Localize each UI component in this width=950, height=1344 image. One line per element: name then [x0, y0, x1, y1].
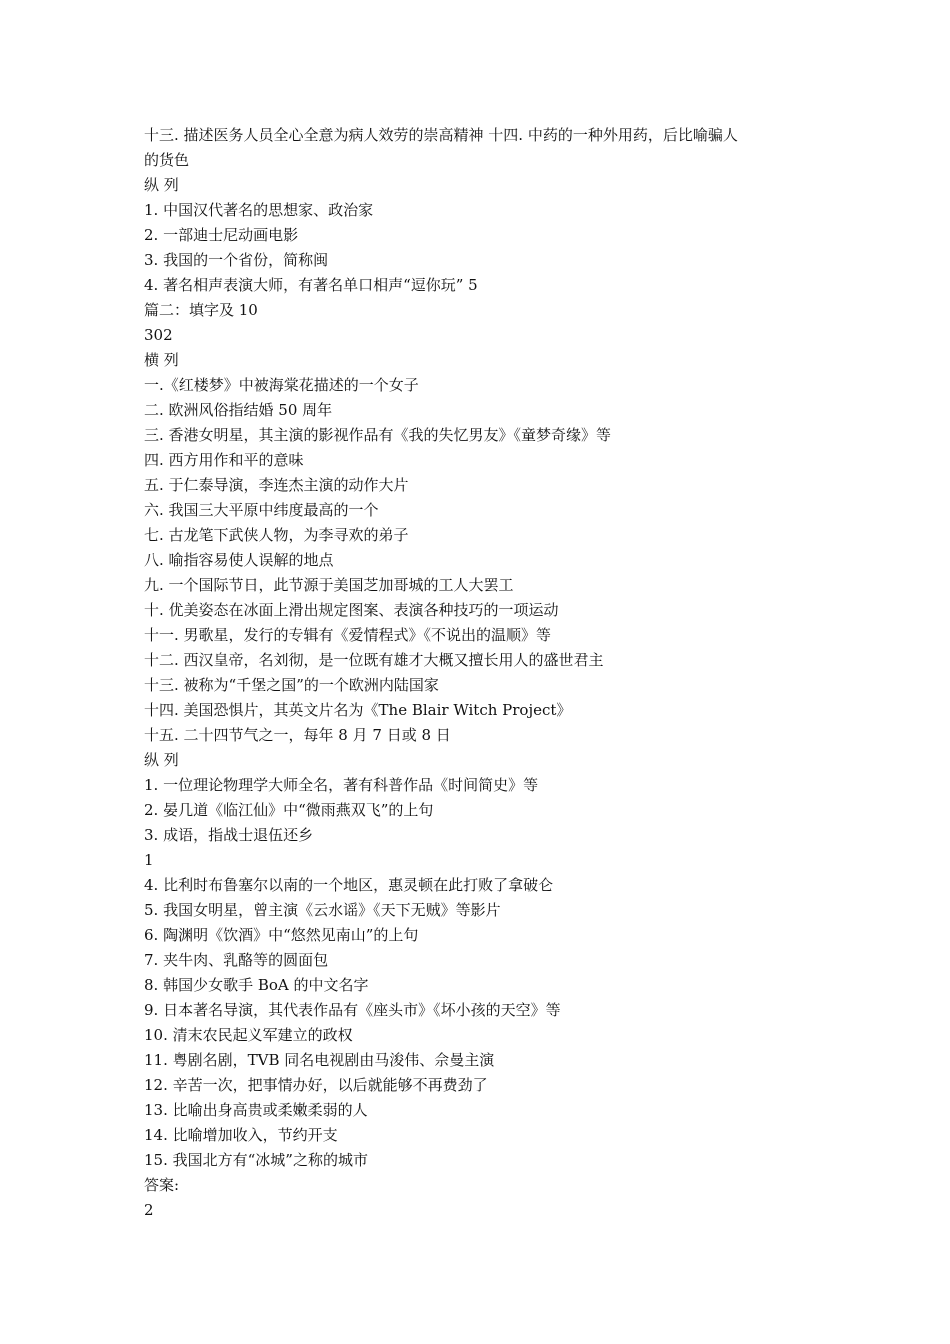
clue-line: 4. 著名相声表演大师，有著名单口相声“逗你玩” 5: [144, 276, 478, 294]
clue-line: 8. 韩国少女歌手 BoA 的中文名字: [144, 976, 369, 994]
page-number: 1: [144, 851, 154, 869]
clue-line: 2. 晏几道《临江仙》中“微雨燕双飞”的上句: [144, 801, 434, 819]
clue-line: 15. 我国北方有“冰城”之称的城市: [144, 1151, 368, 1169]
clue-line: 十二. 西汉皇帝，名刘彻，是一位既有雄才大概又擅长用人的盛世君主: [144, 651, 604, 669]
clue-line: 七. 古龙笔下武侠人物，为李寻欢的弟子: [144, 526, 409, 544]
clue-line: 十四. 美国恐惧片，其英文片名为《The Blair Witch Project》: [144, 701, 572, 719]
clue-line: 13. 比喻出身高贵或柔嫩柔弱的人: [144, 1101, 368, 1119]
clue-line: 11. 粤剧名剧，TVB 同名电视剧由马浚伟、佘曼主演: [144, 1051, 495, 1069]
clue-line: 一.《红楼梦》中被海棠花描述的一个女子: [144, 376, 419, 394]
clue-line: 六. 我国三大平原中纬度最高的一个: [144, 501, 379, 519]
clue-line: 十五. 二十四节气之一，每年 8 月 7 日或 8 日: [144, 726, 451, 744]
clue-line: 3. 成语，指战士退伍还乡: [144, 826, 314, 844]
clue-line: 五. 于仁泰导演，李连杰主演的动作大片: [144, 476, 409, 494]
clue-line: 三. 香港女明星，其主演的影视作品有《我的失忆男友》《童梦奇缘》等: [144, 426, 612, 444]
section-title: 篇二：填字及 10: [144, 301, 258, 319]
clue-line: 九. 一个国际节日，此节源于美国芝加哥城的工人大罢工: [144, 576, 514, 594]
clue-line: 3. 我国的一个省份，简称闽: [144, 251, 329, 269]
clue-line: 四. 西方用作和平的意味: [144, 451, 304, 469]
clue-line: 14. 比喻增加收入，节约开支: [144, 1126, 338, 1144]
answer-heading: 答案:: [144, 1176, 180, 1194]
clue-line: 10. 清末农民起义军建立的政权: [144, 1026, 353, 1044]
clue-line: 八. 喻指容易使人误解的地点: [144, 551, 334, 569]
text-line: 的货色: [144, 151, 190, 169]
clue-line: 2. 一部迪士尼动画电影: [144, 226, 299, 244]
clue-line: 7. 夹牛肉、乳酪等的圆面包: [144, 951, 329, 969]
clue-line: 4. 比利时布鲁塞尔以南的一个地区，惠灵顿在此打败了拿破仑: [144, 876, 554, 894]
clue-line: 1. 一位理论物理学大师全名，著有科普作品《时间简史》等: [144, 776, 539, 794]
clue-line: 十. 优美姿态在冰面上滑出规定图案、表演各种技巧的一项运动: [144, 601, 559, 619]
clue-line: 5. 我国女明星，曾主演《云水谣》《天下无贼》等影片: [144, 901, 501, 919]
clue-line: 二. 欧洲风俗指结婚 50 周年: [144, 401, 333, 419]
clue-line: 9. 日本著名导演，其代表作品有《座头市》《坏小孩的天空》等: [144, 1001, 561, 1019]
clue-line: 1. 中国汉代著名的思想家、政治家: [144, 201, 374, 219]
section-heading: 纵 列: [144, 751, 179, 769]
clue-line: 6. 陶渊明《饮酒》中“悠然见南山”的上句: [144, 926, 419, 944]
clue-line: 12. 辛苦一次，把事情办好，以后就能够不再费劲了: [144, 1076, 488, 1094]
page-number: 2: [144, 1201, 154, 1219]
page-number: 302: [144, 326, 173, 344]
section-heading: 横 列: [144, 351, 179, 369]
text-line: 十三. 描述医务人员全心全意为病人效劳的崇高精神 十四. 中药的一种外用药，后比喻骗人: [144, 126, 738, 144]
clue-line: 十一. 男歌星，发行的专辑有《爱情程式》《不说出的温顺》等: [144, 626, 552, 644]
section-heading: 纵 列: [144, 176, 179, 194]
clue-line: 十三. 被称为“千堡之国”的一个欧洲内陆国家: [144, 676, 439, 694]
